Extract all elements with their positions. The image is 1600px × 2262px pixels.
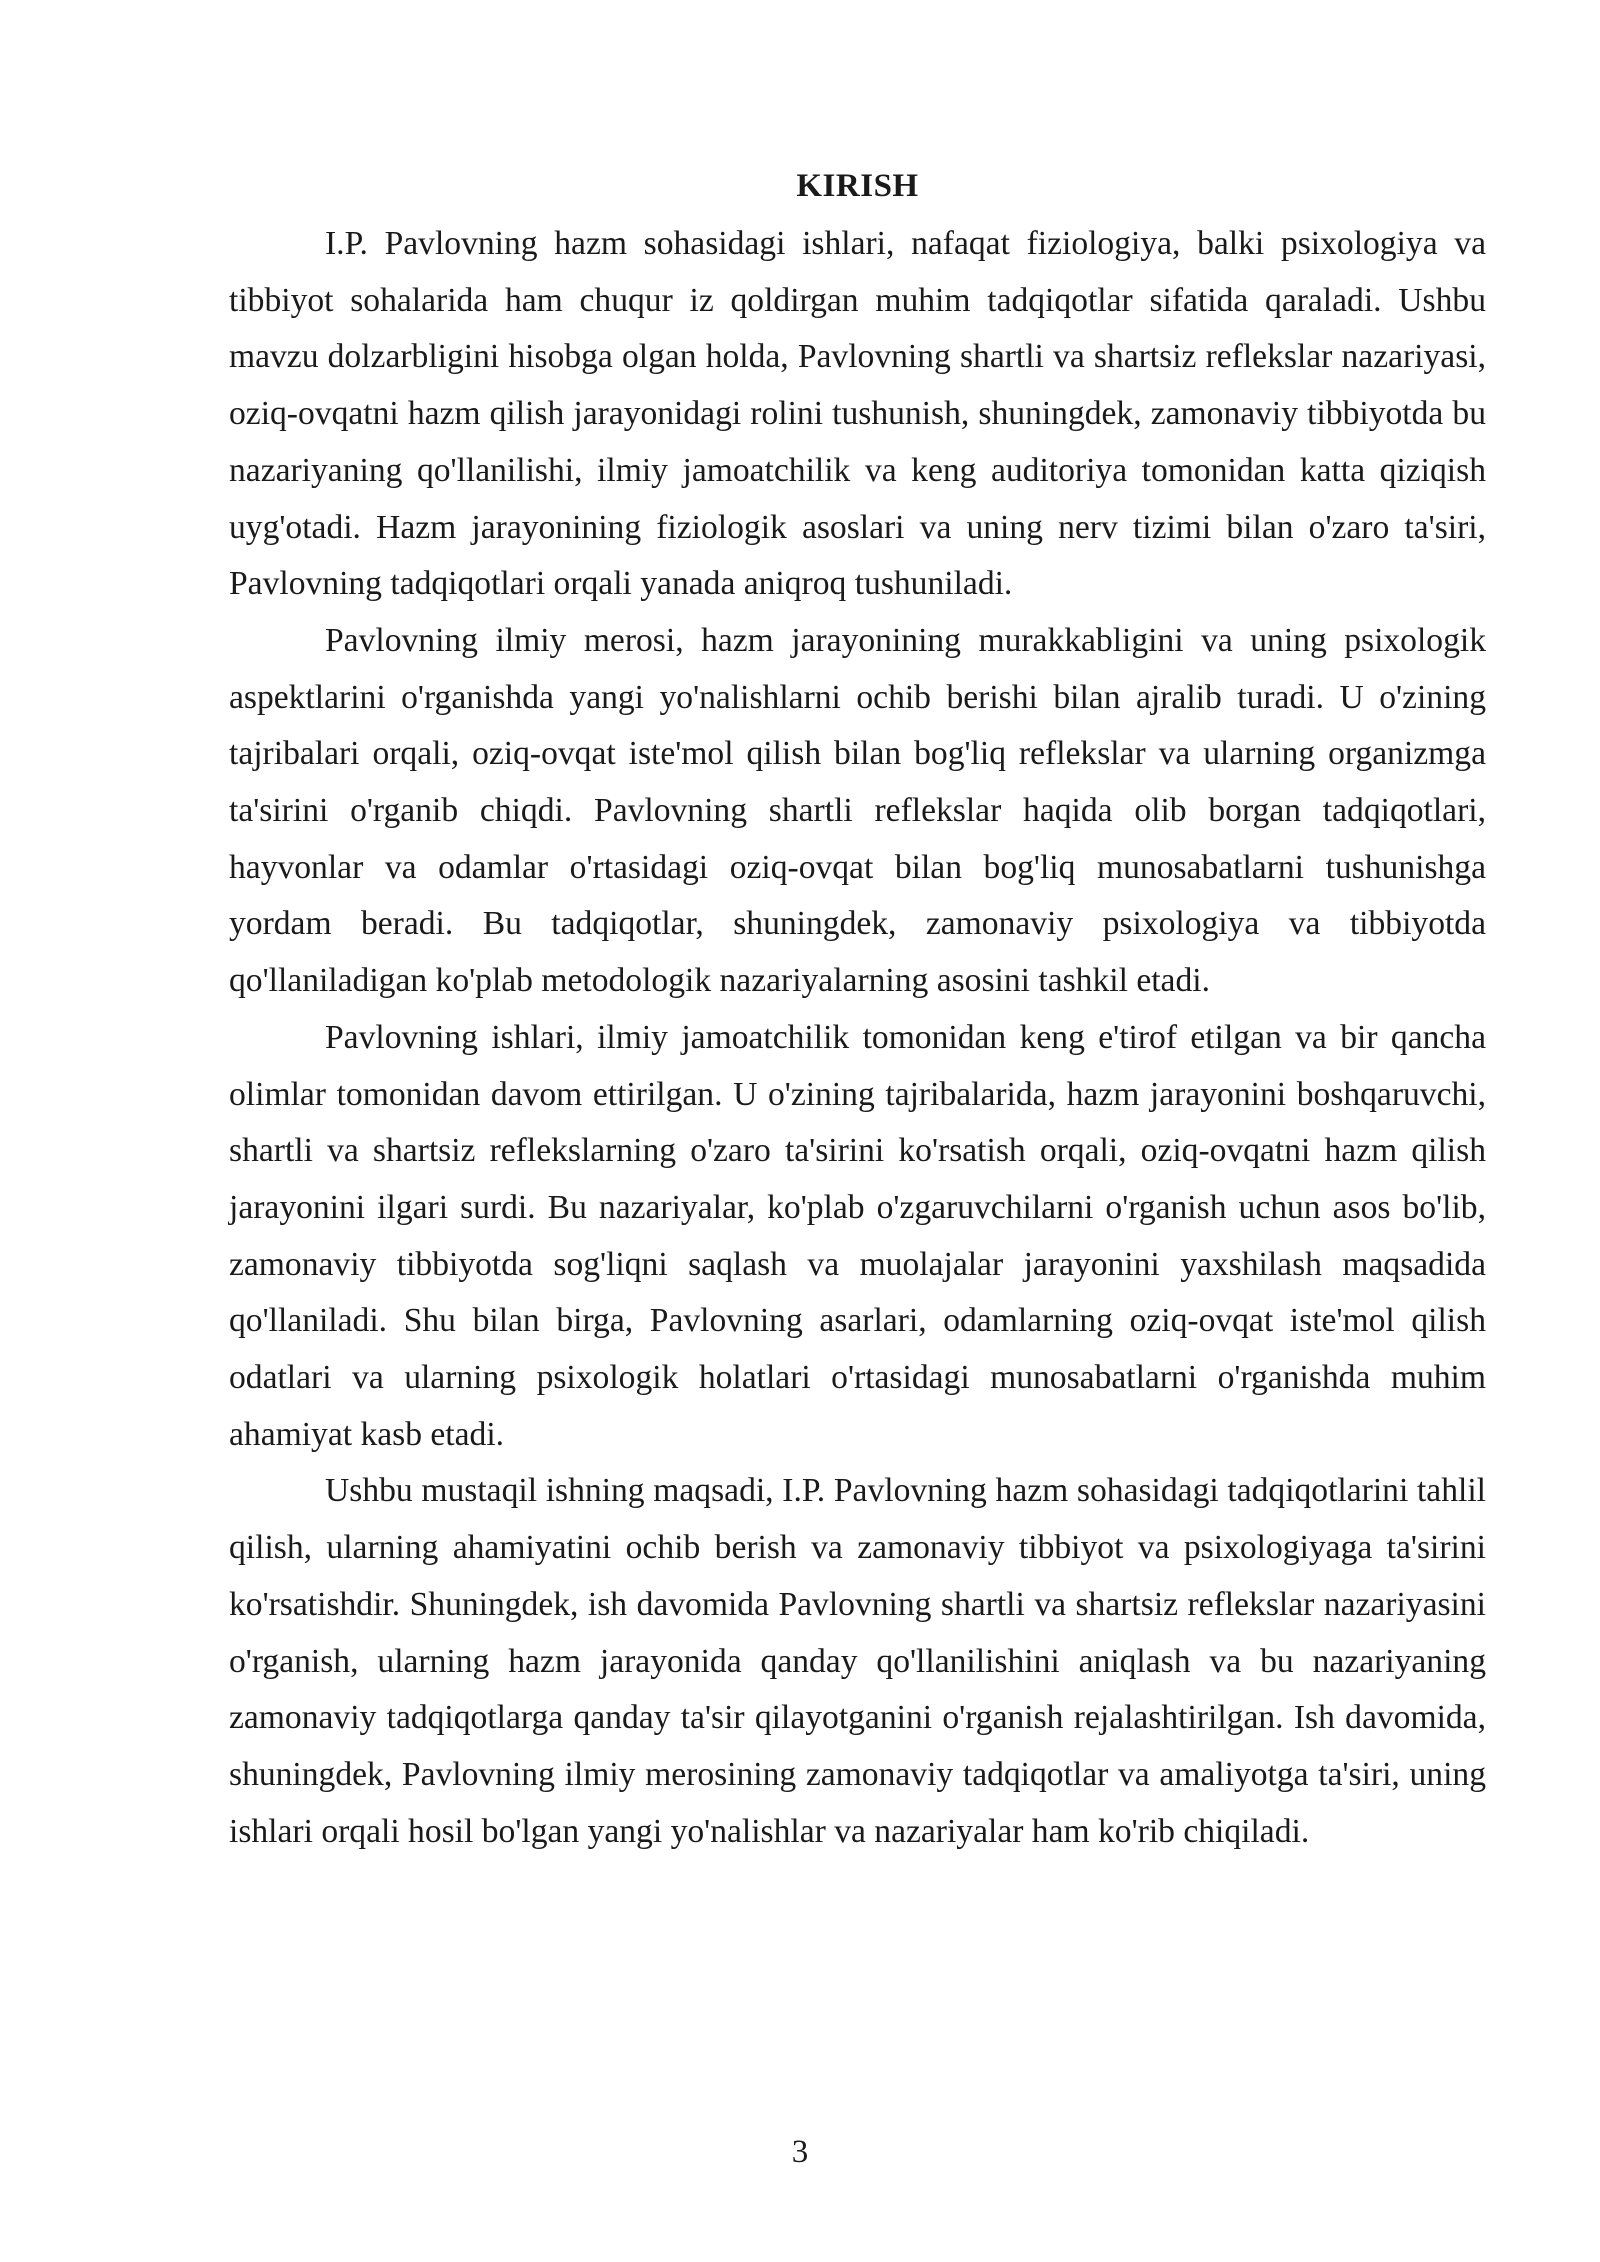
paragraph-3: Pavlovning ishlari, ilmiy jamoatchilik tomonidan keng e'tirof etilgan va bir qancha olimlar tomonidan davom ettirilgan. U o'zining tajribalarida, hazm jarayonini boshqaruvchi, shartli va shartsiz reflekslarning o'zaro ta'sirini ko'rsatish orqali, oziq-ovqatni hazm qilish jarayonini ilgari surdi. Bu nazariyalar, ko'plab o'zgaruvchilarni o'rganish uchun asos bo'lib, zamonaviy tibbiyotda sog'liqni saqlash va muolajalar jarayonini yaxshilash maqsadida qo'llaniladi. Shu bilan birga, Pavlovning asarlari, odamlarning oziq-ovqat iste'mol qilish odatlari va ularning psixologik holatlari o'rtasidagi munosabatlarni o'rganishda muhim ahamiyat kasb etadi. [229,1018,1486,1453]
page-number: 3 [791,2134,809,2170]
page-content [229,160,1486,1860]
section-title: KIRISH [796,168,919,204]
paragraph-2: Pavlovning ilmiy merosi, hazm jarayonining murakkabligini va uning psixologik aspektlarini o'rganishda yangi yo'nalishlarni ochib berishi bilan ajralib turadi. U o'zining tajribalari orqali, oziq-ovqat iste'mol qilish bilan bog'liq reflekslar va ularning organizmga ta'sirini o'rganib chiqdi. Pavlovning shartli reflekslar haqida olib borgan tadqiqotlari, hayvonlar va odamlar o'rtasidagi oziq-ovqat bilan bog'liq munosabatlarni tushunishga yordam beradi. Bu tadqiqotlar, shuningdek, zamonaviy psixologiya va tibbiyotda qo'llaniladigan ko'plab metodologik nazariyalarning asosini tashkil etadi. [229,621,1486,1000]
paragraph-1: I.P. Pavlovning hazm sohasidagi ishlari, nafaqat fiziologiya, balki psixologiya va tibbiyot sohalarida ham chuqur iz qoldirgan muhim tadqiqotlar sifatida qaraladi. Ushbu mavzu dolzarbligini hisobga olgan holda, Pavlovning shartli va shartsiz reflekslar nazariyasi, oziq-ovqatni hazm qilish jarayonidagi rolini tushunish, shuningdek, zamonaviy tibbiyotda bu nazariyaning qo'llanilishi, ilmiy jamoatchilik va keng auditoriya tomonidan katta qiziqish uyg'otadi. Hazm jarayonining fiziologik asoslari va uning nerv tizimi bilan o'zaro ta'siri, Pavlovning tadqiqotlari orqali yanada aniqroq tushuniladi. [229,225,1486,603]
paragraph-4: Ushbu mustaqil ishning maqsadi, I.P. Pavlovning hazm sohasidagi tadqiqotlarini tahlil qilish, ularning ahamiyatini ochib berish va zamonaviy tibbiyot va psixologiyaga ta'sirini ko'rsatishdir. Shuningdek, ish davomida Pavlovning shartli va shartsiz reflekslar nazariyasini o'rganish, ularning hazm jarayonida qanday qo'llanilishini aniqlash va bu nazariyaning zamonaviy tadqiqotlarga qanday ta'sir qilayotganini o'rganish rejalashtirilgan. Ish davomida, shuningdek, Pavlovning ilmiy merosining zamonaviy tadqiqotlar va amaliyotga ta'siri, uning ishlari orqali hosil bo'lgan yangi yo'nalishlar va nazariyalar ham ko'rib chiqiladi. [229,1472,1486,1850]
